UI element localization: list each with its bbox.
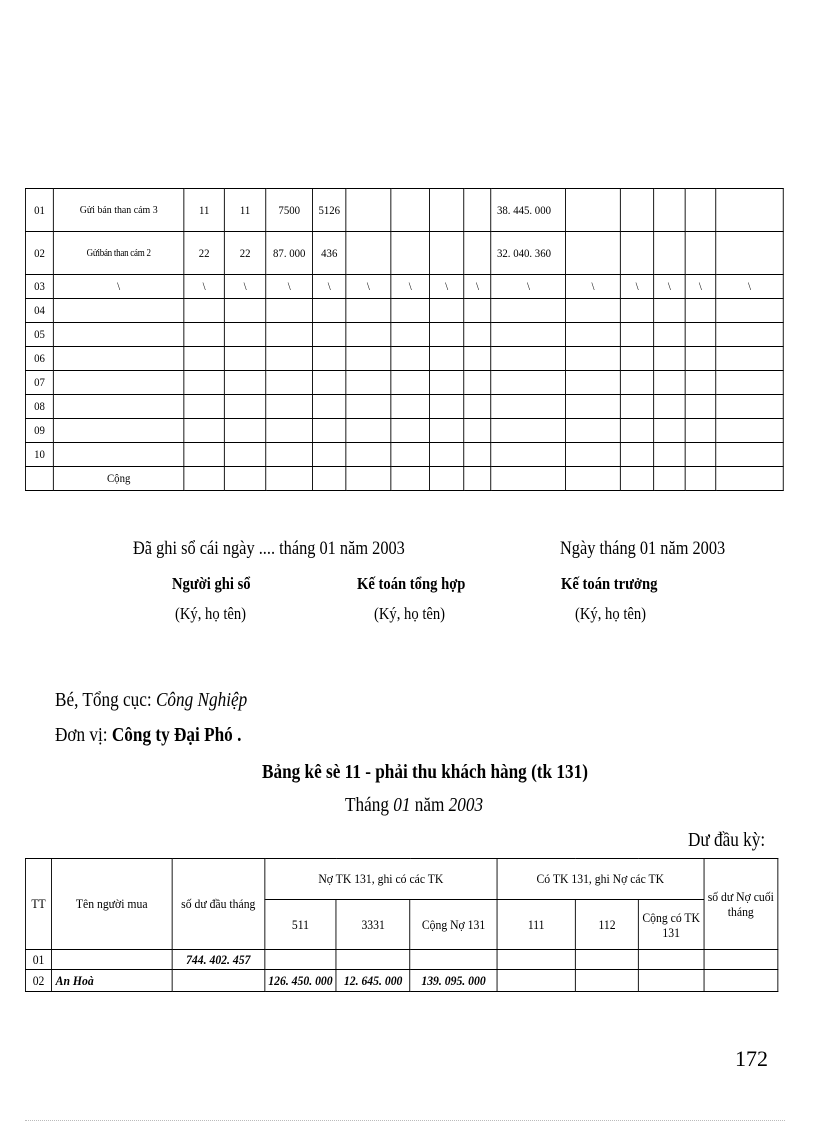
recorder-title: Người ghi sổ (172, 574, 251, 593)
cell (716, 189, 783, 232)
page-divider (25, 1120, 785, 1121)
cell: \ (491, 275, 566, 299)
cell (620, 189, 654, 232)
ministry-value: Công Nghiệp (155, 689, 248, 711)
opening-balance (172, 970, 265, 992)
amount-cell: 32. 040. 360 (491, 232, 566, 275)
unit-prefix: Đơn vị: (55, 724, 112, 746)
row-number: 10 (25, 443, 53, 467)
unit-line (55, 724, 241, 747)
table-row (25, 395, 783, 419)
cell: \ (685, 275, 716, 299)
page-number: 172 (735, 1046, 768, 1071)
cell (620, 232, 654, 275)
cell (654, 232, 685, 275)
cell: \ (429, 275, 464, 299)
row-number: 02 (25, 232, 53, 275)
amount-cell: 38. 445. 000 (491, 189, 566, 232)
cell: \ (620, 275, 654, 299)
opening-balance: 744. 402. 457 (172, 950, 265, 970)
table-row (25, 189, 783, 232)
year-value: 2003 (448, 794, 484, 816)
ministry-line (55, 689, 247, 712)
row-number: 04 (25, 299, 53, 323)
row-number: 07 (25, 371, 53, 395)
buyer-name (52, 950, 172, 970)
col-111: 111 (497, 900, 576, 950)
col-closing: số dư Nợ cuối tháng (704, 859, 778, 950)
sign-note: (Ký, họ tên) (175, 604, 247, 623)
cell (654, 189, 685, 232)
cell (429, 232, 464, 275)
row-number: 01 (25, 950, 51, 970)
opening-balance-label: Dư đầu kỳ: (688, 829, 766, 851)
cell: \ (313, 275, 346, 299)
cell (464, 189, 491, 232)
cell: \ (266, 275, 313, 299)
col-511: 511 (265, 900, 336, 950)
receivables-table (25, 858, 778, 992)
ministry-prefix: Bé, Tổng cục: (55, 689, 156, 711)
cell: \ (391, 275, 429, 299)
chief-accountant-title: Kế toán trưởng (561, 574, 658, 593)
cell: 11 (184, 189, 225, 232)
col-tt: TT (25, 859, 51, 950)
cell: \ (716, 275, 783, 299)
table-row (25, 443, 783, 467)
table-row (25, 232, 783, 275)
cell: 11 (225, 189, 266, 232)
table-row (25, 299, 783, 323)
cell (391, 232, 429, 275)
col-112: 112 (575, 900, 638, 950)
table-row (25, 347, 783, 371)
cell (575, 950, 638, 970)
sales-ledger-table (25, 188, 784, 491)
report-title: Bảng kê sè 11 - phải thu khách hàng (tk 131) (262, 761, 588, 783)
row-number: 02 (25, 970, 51, 992)
table-row (25, 970, 777, 992)
cell (639, 970, 704, 992)
col-debit-group: Nợ TK 131, ghi có các TK (265, 859, 497, 900)
debit-total (410, 950, 497, 970)
cell: \ (54, 275, 184, 299)
total-label: Cộng (54, 467, 184, 491)
col-debit-total: Cộng Nợ 131 (410, 900, 497, 950)
debit-total: 139. 095. 000 (410, 970, 497, 992)
month-prefix: Tháng (345, 794, 394, 816)
recorded-date-line: Đã ghi sổ cái ngày .... tháng 01 năm 2003 (133, 538, 405, 559)
row-number: 03 (25, 275, 53, 299)
cell (346, 232, 391, 275)
cell: 436 (313, 232, 346, 275)
report-date-line: Ngày tháng 01 năm 2003 (560, 538, 726, 559)
sign-note: (Ký, họ tên) (374, 604, 446, 623)
table-row (25, 275, 783, 299)
cell: \ (654, 275, 685, 299)
amount-3331: 12. 645. 000 (336, 970, 410, 992)
cell (391, 189, 429, 232)
cell: 87. 000 (266, 232, 313, 275)
cell (429, 189, 464, 232)
cell (716, 232, 783, 275)
year-prefix: năm (410, 794, 449, 816)
row-number: 08 (25, 395, 53, 419)
amount-3331 (336, 950, 410, 970)
cell: \ (464, 275, 491, 299)
cell (685, 189, 716, 232)
general-accountant-title: Kế toán tổng hợp (357, 574, 466, 593)
report-period (345, 794, 483, 817)
cell (704, 950, 778, 970)
row-number: 05 (25, 323, 53, 347)
col-opening: số dư đầu tháng (172, 859, 265, 950)
cell (497, 950, 576, 970)
item-name: Gửi bán than cám 3 (54, 189, 184, 232)
col-buyer: Tên người mua (52, 859, 172, 950)
item-name: Gửibán than cám 2 (54, 232, 184, 275)
table-row (25, 323, 783, 347)
cell (566, 232, 621, 275)
unit-value: Công ty Đại Phó . (111, 724, 242, 746)
col-credit-group: Có TK 131, ghi Nợ các TK (497, 859, 704, 900)
cell: 22 (225, 232, 266, 275)
table-row (25, 419, 783, 443)
total-row (25, 467, 783, 491)
cell (704, 970, 778, 992)
cell (685, 232, 716, 275)
cell: 7500 (266, 189, 313, 232)
buyer-name: An Hoà (52, 970, 172, 992)
sign-note: (Ký, họ tên) (575, 604, 647, 623)
cell: 22 (184, 232, 225, 275)
header-row (25, 859, 777, 900)
table-row (25, 950, 777, 970)
row-number: 01 (25, 189, 53, 232)
amount-511 (265, 950, 336, 970)
cell (464, 232, 491, 275)
cell: \ (566, 275, 621, 299)
col-3331: 3331 (336, 900, 410, 950)
cell: 5126 (313, 189, 346, 232)
cell: \ (225, 275, 266, 299)
cell: \ (184, 275, 225, 299)
cell (639, 950, 704, 970)
amount-511: 126. 450. 000 (265, 970, 336, 992)
cell (566, 189, 621, 232)
row-number: 09 (25, 419, 53, 443)
col-credit-total: Cộng có TK 131 (639, 900, 704, 950)
cell: \ (346, 275, 391, 299)
table-row (25, 371, 783, 395)
month-value: 01 (393, 794, 411, 816)
cell (497, 970, 576, 992)
row-number: 06 (25, 347, 53, 371)
cell (346, 189, 391, 232)
cell (575, 970, 638, 992)
